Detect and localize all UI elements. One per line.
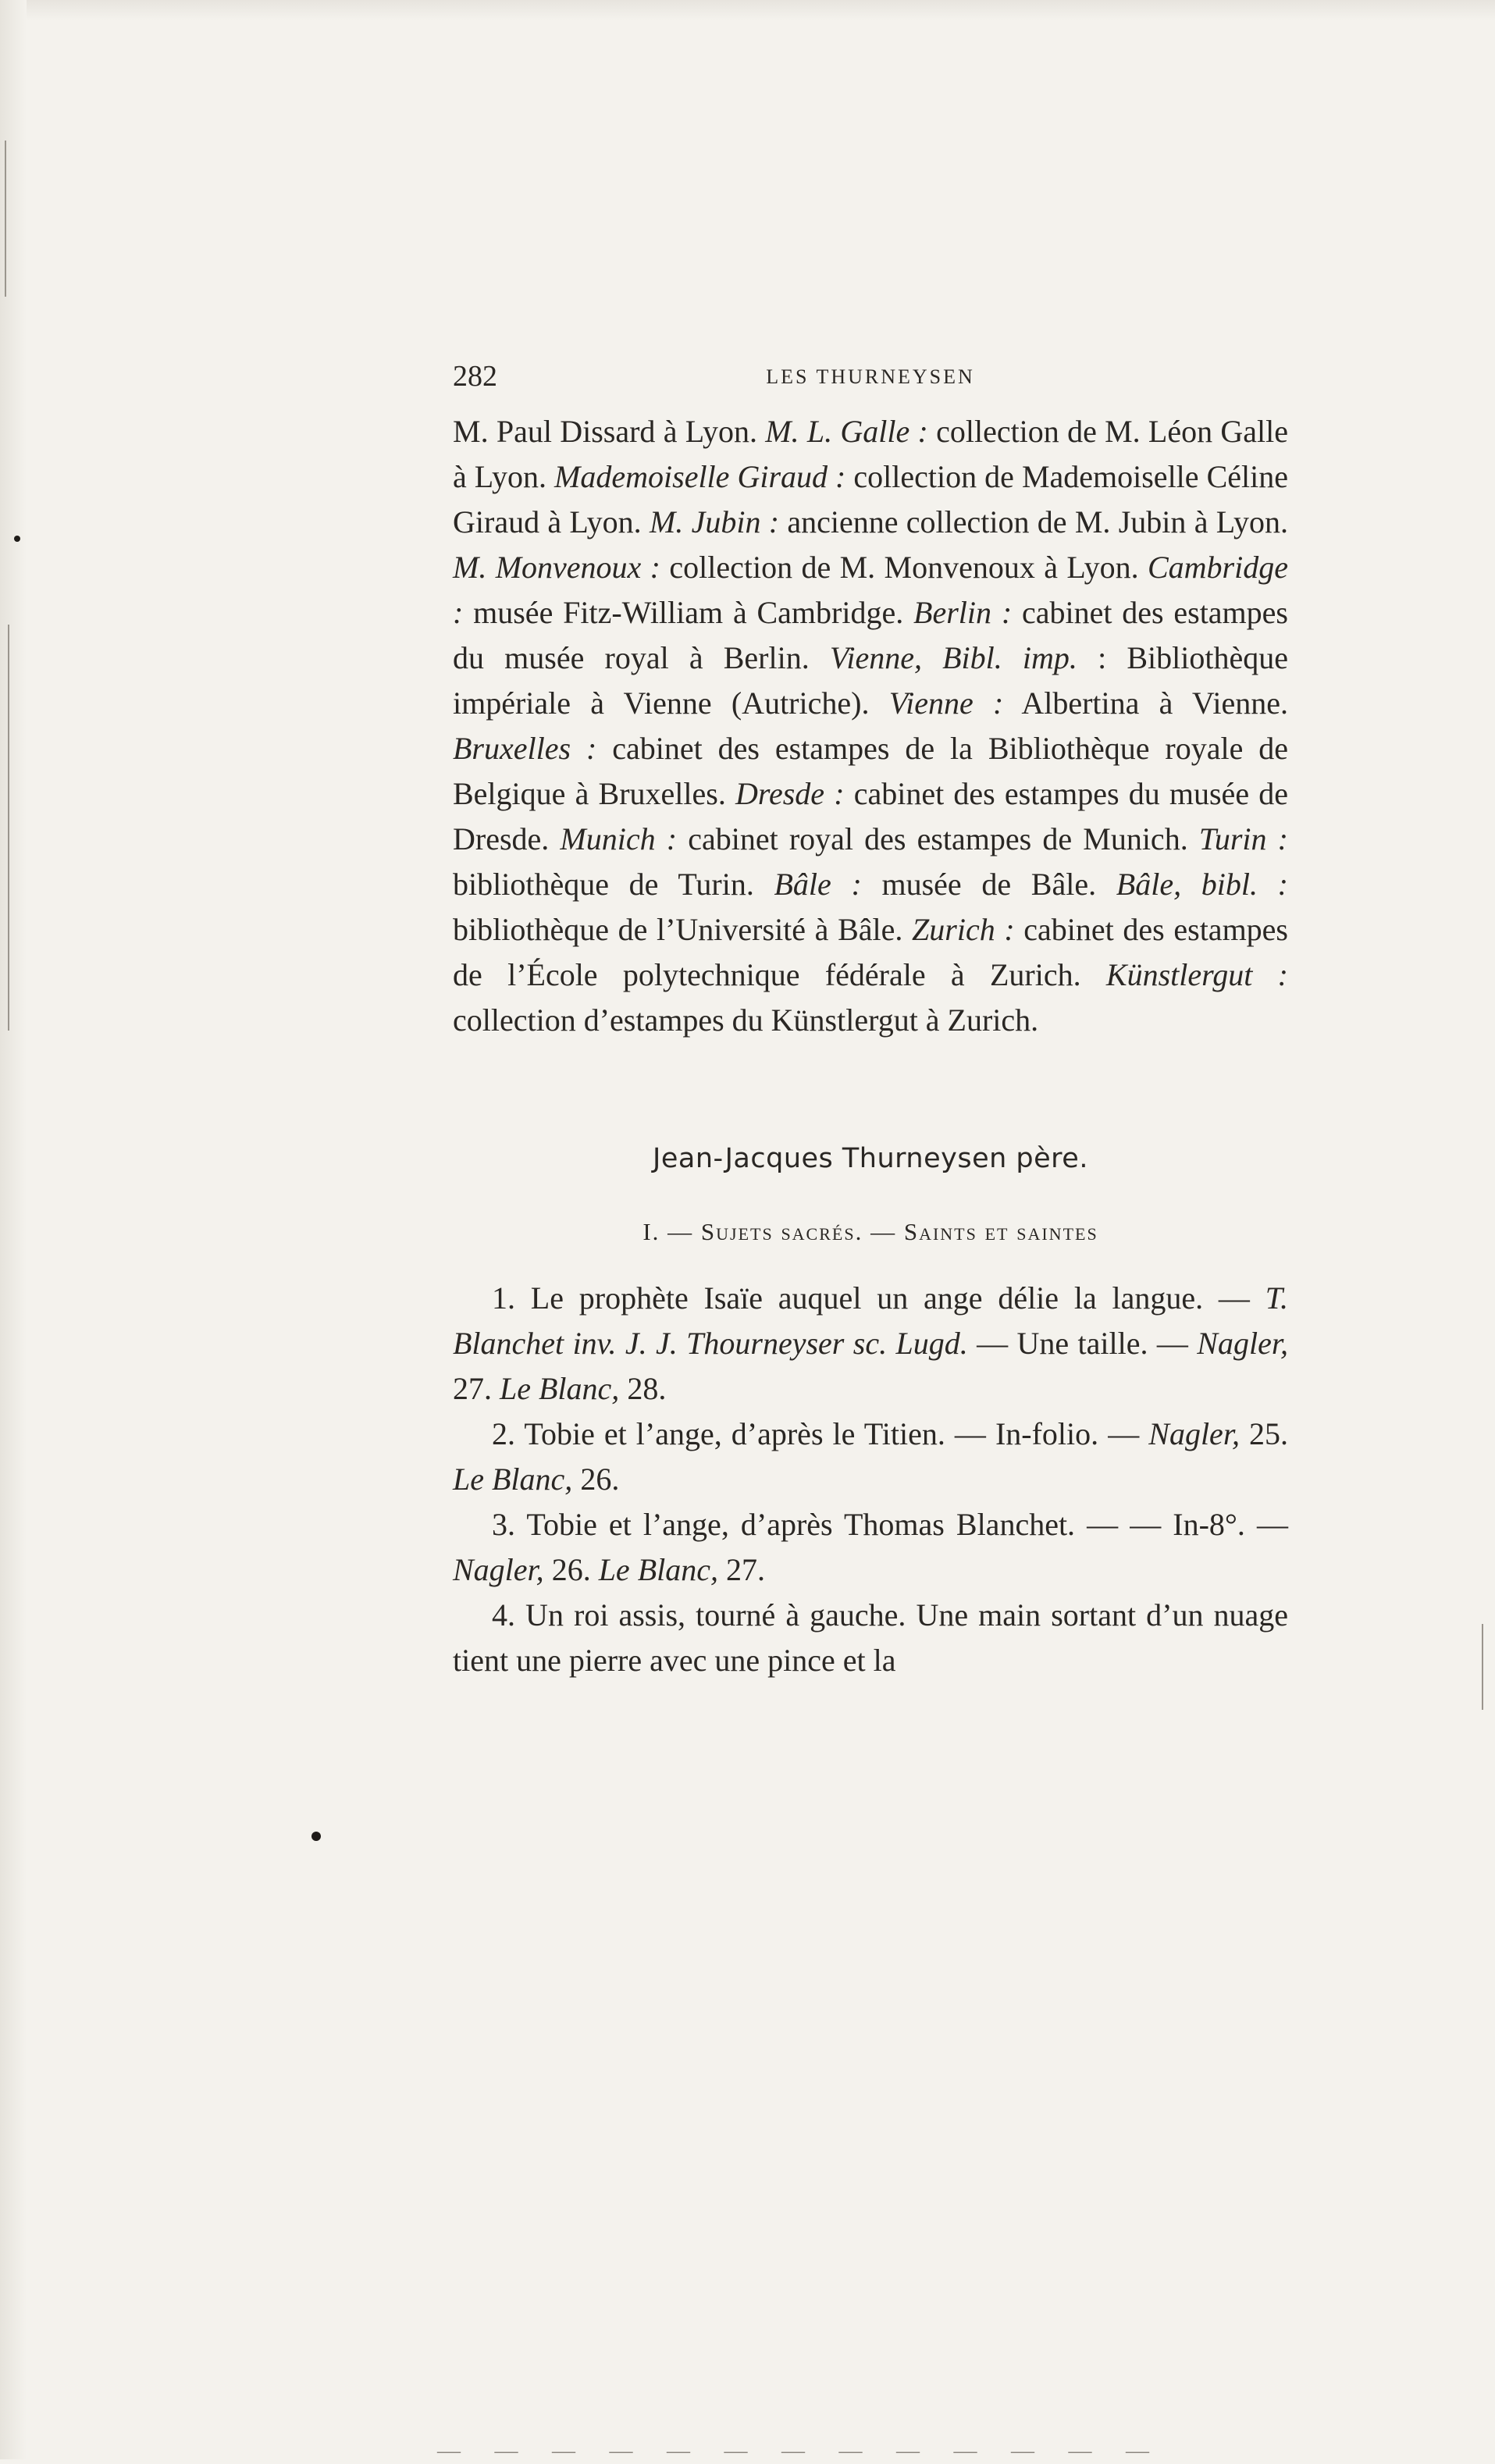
scan-edge-left: [0, 0, 27, 2459]
scan-margin-line: [8, 625, 9, 1031]
text-run: collection de M. Léon Galle à Lyon.: [453, 414, 1289, 494]
subsection-title-text: I. — Sujets sacrés. — Saints et saintes: [642, 1218, 1098, 1245]
italic-citation: Zurich :: [912, 912, 1015, 947]
running-head: [453, 359, 1288, 398]
italic-citation: Nagler,: [1197, 1326, 1288, 1361]
italic-citation: Turin :: [1198, 821, 1289, 856]
text-run: cabinet des estampes de la Bibliothèque royale de Belgique à Bruxelles.: [453, 731, 1289, 811]
catalog-entry: [453, 1593, 1288, 1683]
text-run: cabinet des estampes de l’École polytechnique fédérale à Zurich.: [453, 912, 1288, 992]
text-run: musée Fitz-William à Cambridge.: [463, 595, 914, 630]
text-run: ancienne collection de M. Jubin à Lyon.: [779, 504, 1288, 539]
text-run: 4. Un roi assis, tourné à gauche. Une main sortant d’un nuage tient une pierre avec une pince et la: [453, 1597, 1288, 1678]
italic-citation: Bâle :: [774, 867, 862, 902]
italic-citation: Bâle, bibl. :: [1116, 867, 1288, 902]
italic-citation: Le Blanc,: [598, 1552, 718, 1587]
text-run: 3. Tobie et l’ange, d’après Thomas Blanchet. — — In-8°. —: [492, 1507, 1288, 1542]
text-run: cabinet des estampes du musée royal à Berlin.: [453, 595, 1288, 675]
section-title: Jean-Jacques Thurneysen père.: [653, 1143, 1088, 1174]
italic-citation: Mademoiselle Giraud :: [554, 459, 846, 494]
italic-citation: M. L. Galle :: [765, 414, 928, 449]
page-number: 282: [453, 360, 497, 393]
text-run: 26.: [543, 1552, 599, 1587]
text-run: 27.: [453, 1371, 500, 1406]
text-run: M. Paul Dissard à Lyon.: [453, 414, 766, 449]
text-run: 27.: [718, 1552, 765, 1587]
text-run: collection d’estampes du Künstlergut à Zurich.: [453, 1002, 1039, 1038]
catalog-entry: [453, 1276, 1288, 1412]
italic-citation: Dresde :: [735, 776, 845, 811]
italic-citation: Bruxelles :: [453, 731, 597, 766]
text-run: cabinet des estampes du musée de Dresde.: [453, 776, 1289, 856]
scan-dash-row: — — — — — — — — — — — — —: [437, 2437, 1163, 2463]
text-run: 25.: [1239, 1416, 1289, 1451]
ink-speck: [311, 1832, 321, 1841]
italic-citation: Nagler,: [453, 1552, 544, 1587]
text-run: collection de M. Monvenoux à Lyon.: [660, 550, 1148, 585]
running-head-title: LES THURNEYSEN: [766, 365, 975, 388]
italic-citation: Munich :: [560, 821, 678, 856]
text-run: 2. Tobie et l’ange, d’après le Titien. — In-folio. —: [492, 1416, 1149, 1451]
text-run: bibliothèque de l’Université à Bâle.: [453, 912, 913, 947]
italic-citation: Vienne :: [888, 685, 1004, 721]
scan-edge-top: [0, 0, 1495, 20]
subsection-title: [453, 1218, 1288, 1246]
text-run: collection de Mademoiselle Céline Giraud à Lyon.: [453, 459, 1288, 539]
text-run: bibliothèque de Turin.: [453, 867, 774, 902]
text-run: : Bibliothèque impériale à Vienne (Autriche).: [453, 640, 1288, 721]
intro-paragraph: [453, 409, 1288, 1043]
text-run: — Une taille. —: [967, 1326, 1198, 1361]
italic-citation: M. Monvenoux :: [453, 550, 660, 585]
italic-citation: Cambridge :: [453, 550, 1288, 630]
scan-margin-line: [5, 141, 6, 297]
ink-speck: [14, 536, 20, 542]
italic-citation: Künstlergut :: [1105, 957, 1288, 992]
italic-citation: Le Blanc,: [453, 1462, 573, 1497]
italic-citation: Nagler,: [1148, 1416, 1240, 1451]
text-run: Albertina à Vienne.: [1003, 685, 1289, 721]
catalog-entry: [453, 1412, 1288, 1502]
scan-margin-line: [1482, 1624, 1483, 1710]
text-run: musée de Bâle.: [861, 867, 1116, 902]
italic-citation: Vienne, Bibl. imp.: [829, 640, 1077, 675]
italic-citation: T. Blanchet inv. J. J. Thourneyser sc. Lugd.: [453, 1280, 1288, 1361]
text-run: 26.: [572, 1462, 620, 1497]
entry-list: [453, 1276, 1288, 1683]
catalog-entry: [453, 1502, 1288, 1593]
text-run: 1. Le prophète Isaïe auquel un ange délie la langue. —: [492, 1280, 1265, 1316]
book-page: [453, 359, 1288, 1683]
text-run: 28.: [619, 1371, 667, 1406]
text-run: cabinet royal des estampes de Munich.: [677, 821, 1199, 856]
italic-citation: Berlin :: [913, 595, 1013, 630]
italic-citation: Le Blanc,: [500, 1371, 620, 1406]
italic-citation: M. Jubin :: [649, 504, 780, 539]
